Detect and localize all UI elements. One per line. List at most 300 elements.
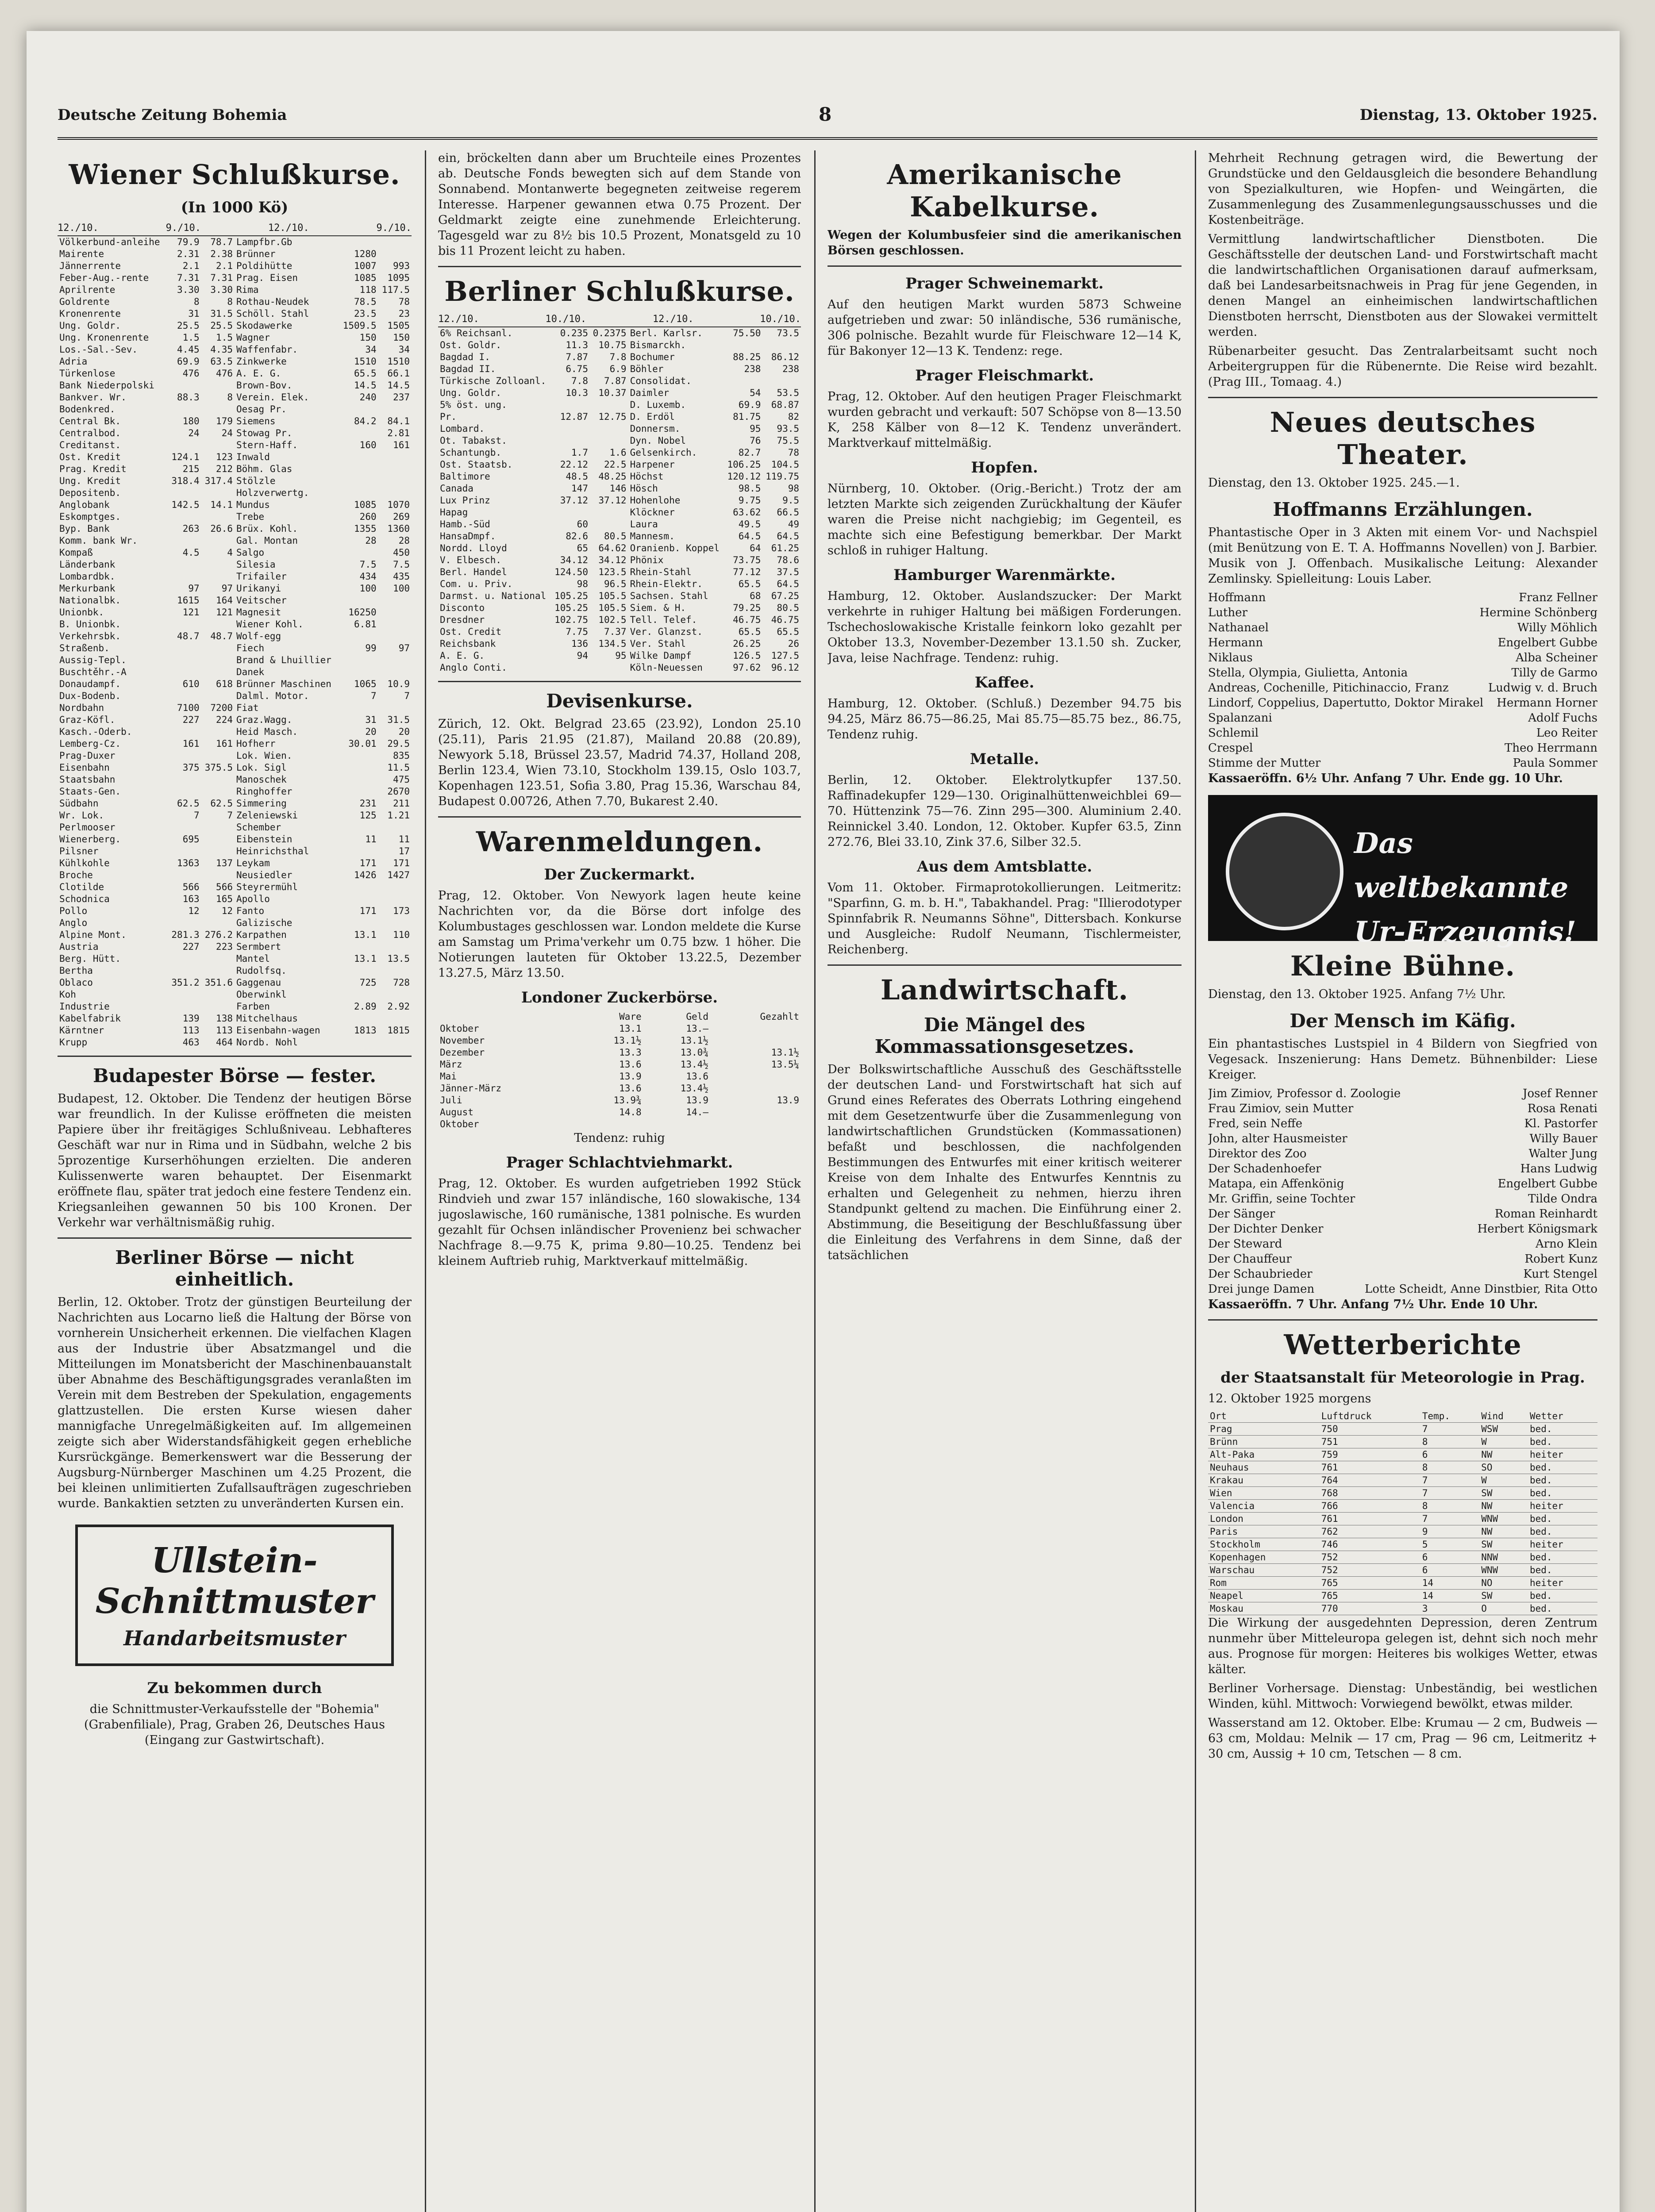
table-cell: 13.4½ — [680, 1083, 708, 1094]
table-cell: Farben — [236, 1001, 270, 1012]
table-cell: 73.75 — [733, 555, 761, 565]
table-cell — [201, 535, 235, 547]
table-cell: 765 — [1320, 1590, 1420, 1602]
table-cell: 63.62 — [733, 507, 761, 518]
table-cell — [710, 1035, 801, 1047]
table-cell: NW — [1479, 1448, 1528, 1461]
table-cell: 121 — [216, 607, 233, 618]
table-cell: 97.62 — [733, 662, 761, 673]
cast-entry — [1208, 1237, 1597, 1252]
table-cell: 37.12 — [560, 495, 588, 506]
table-cell: Sachsen. Stahl — [630, 591, 708, 601]
table-cell: Wind — [1479, 1410, 1528, 1423]
table-cell: 88.25 — [733, 352, 761, 362]
table-cell — [551, 423, 590, 435]
table-cell: Urikanyi — [236, 583, 281, 594]
table-cell: 49 — [788, 519, 799, 530]
table-row — [58, 905, 412, 917]
table-cell: Mundus — [236, 499, 270, 510]
table-row — [1208, 1551, 1597, 1564]
table-cell: 765 — [1320, 1577, 1420, 1590]
table-cell: Schodnica — [59, 894, 110, 904]
section-title: Berliner Schlußkurse. — [444, 275, 795, 307]
table-cell: 13.1½ — [613, 1035, 642, 1046]
table-header — [58, 221, 412, 236]
table-row — [58, 380, 412, 392]
table-cell — [201, 666, 235, 678]
table-row — [58, 798, 412, 810]
table-row — [1208, 1448, 1597, 1461]
table-cell: 1355 — [354, 523, 377, 534]
table-cell: 75.50 — [733, 328, 761, 338]
table-cell: 2.31 — [177, 249, 200, 259]
table-cell: 1615 — [177, 595, 200, 606]
table-cell: Unionbk. — [59, 607, 104, 618]
table-row — [438, 1083, 801, 1094]
table-cell: 7 — [404, 691, 410, 701]
table-cell: 179 — [216, 416, 233, 426]
cast-entry — [1208, 756, 1597, 771]
table-cell: Kabelfabrik — [59, 1013, 121, 1024]
table-cell: 23 — [398, 308, 410, 319]
table-cell: Valencia — [1208, 1500, 1320, 1513]
table-cell — [201, 487, 235, 499]
table-cell: Siem. & H. — [630, 603, 686, 613]
table-cell: 1085 — [354, 273, 377, 283]
table-cell: Schember — [236, 822, 281, 833]
cast-text: Drei junge Damen — [1208, 1283, 1315, 1296]
table-cell — [590, 399, 628, 411]
table-cell: 46.75 — [733, 614, 761, 625]
table-cell: 173 — [393, 906, 410, 916]
table-cell: Kompaß — [59, 547, 93, 558]
play-title: Der Mensch im Käfig. — [1289, 1010, 1516, 1032]
table-cell: HansaDmpf. — [440, 531, 496, 541]
table-cell — [378, 463, 412, 475]
table-cell — [378, 595, 412, 607]
table-cell: 5% öst. ung. — [440, 399, 507, 410]
cast-text: Robert Kunz — [1524, 1252, 1597, 1266]
table-cell: Eisenbahn-wagen — [236, 1025, 320, 1036]
table-row — [438, 483, 801, 495]
table-cell: NNW — [1479, 1551, 1528, 1564]
table-cell: 73.5 — [777, 328, 799, 338]
table-cell — [378, 236, 412, 248]
column-1 — [58, 150, 412, 2212]
table-row — [438, 638, 801, 650]
section-subtitle: Londoner Zuckerbörse. — [521, 989, 718, 1006]
table-cell: 1.5 — [216, 332, 233, 343]
table-cell: 762 — [1320, 1525, 1420, 1538]
table-cell: Brand & Lhuillier — [236, 655, 331, 665]
table-cell: Stowag Pr. — [236, 428, 293, 438]
table-cell — [201, 726, 235, 738]
cast-entry — [1208, 1267, 1597, 1282]
cast-text: Willy Möhlich — [1517, 621, 1597, 634]
table-cell: 124.50 — [554, 567, 588, 577]
table-cell: 231 — [359, 798, 377, 809]
table-row — [58, 941, 412, 953]
table-cell — [378, 917, 412, 929]
table-cell: 69.9 — [177, 356, 200, 367]
table-cell — [201, 618, 235, 630]
table-cell: 11 — [365, 834, 377, 845]
table-cell — [201, 965, 235, 977]
page-number: 8 — [819, 104, 832, 125]
table-row — [58, 392, 412, 403]
cast-entry — [1208, 620, 1597, 635]
table-cell: NW — [1479, 1525, 1528, 1538]
table-cell: bed. — [1528, 1423, 1597, 1436]
cast-text: Engelbert Gubbe — [1497, 636, 1597, 649]
table-cell — [378, 630, 412, 642]
table-cell: 3 — [1420, 1602, 1479, 1615]
table-row — [438, 578, 801, 590]
section-title: Devisenkurse. — [546, 690, 693, 712]
table-cell: Centralbod. — [59, 428, 121, 438]
table-cell: 8 — [1420, 1461, 1479, 1474]
table-row — [58, 332, 412, 344]
table-cell: 13.6 — [619, 1059, 642, 1070]
cast-entry — [1208, 741, 1597, 756]
table-cell: Höchst — [630, 471, 664, 482]
table-cell: 13.1½ — [771, 1047, 799, 1058]
table-cell: 123.5 — [598, 567, 627, 577]
table-cell: 160 — [359, 440, 377, 450]
cast-text: Fred, sein Neffe — [1208, 1117, 1303, 1130]
table-cell: Gezahlt — [760, 1011, 799, 1022]
table-cell: 224 — [216, 714, 233, 725]
table-cell: 1505 — [387, 320, 410, 331]
table-cell: V. Elbesch. — [440, 555, 502, 565]
table-cell: Gelsenkirch. — [630, 447, 697, 458]
table-cell: A. E. G. — [440, 650, 485, 661]
ad-line: Schnittmuster — [95, 1581, 374, 1621]
table-cell — [378, 618, 412, 630]
table-row — [438, 1035, 801, 1047]
table-cell: Staats-Gen. — [59, 786, 121, 797]
table-row — [438, 662, 801, 674]
table-row — [438, 614, 801, 626]
cast-entry — [1208, 650, 1597, 665]
table-cell: Stern-Haff. — [236, 440, 298, 450]
berliner-kurse-table — [438, 327, 801, 674]
table-cell: 86.12 — [771, 352, 799, 362]
table-cell: NO — [1479, 1577, 1528, 1590]
table-cell: 766 — [1320, 1500, 1420, 1513]
table-row — [58, 929, 412, 941]
table-row — [438, 375, 801, 387]
table-cell: Ver. Glanzst. — [630, 626, 703, 637]
table-row — [438, 1118, 801, 1130]
cast-entry — [1208, 695, 1597, 710]
table-cell: Jännerrente — [59, 261, 121, 271]
table-cell — [168, 654, 201, 666]
cast-text: Der Schadenhoefer — [1208, 1162, 1321, 1175]
table-cell: Berl. Handel — [440, 567, 507, 577]
table-cell: 13.6 — [686, 1071, 708, 1082]
table-cell: 8 — [1420, 1500, 1479, 1513]
table-cell — [378, 1037, 412, 1048]
article-text: Wegen der Kolumbusfeier sind die amerikanischen Börsen geschlossen. — [828, 228, 1182, 257]
table-cell: 318.4 — [171, 476, 200, 486]
ad-line: Handarbeitsmuster — [123, 1626, 346, 1650]
table-cell: Ung. Goldr. — [440, 388, 502, 398]
table-cell — [201, 1001, 235, 1013]
table-cell: Byp. Bank — [59, 523, 110, 534]
table-cell: 212 — [216, 464, 233, 474]
table-cell — [201, 571, 235, 583]
table-cell: bed. — [1528, 1551, 1597, 1564]
table-cell: Lombardbk. — [59, 571, 115, 582]
column-rule — [1195, 150, 1196, 2212]
table-cell: bed. — [1528, 1436, 1597, 1448]
table-cell — [378, 654, 412, 666]
cast-entry — [1208, 1191, 1597, 1206]
header-cell: 10./10. — [545, 314, 587, 325]
table-row — [58, 236, 412, 248]
table-cell: 100 — [393, 583, 410, 594]
table-cell: Kühlkohle — [59, 858, 110, 868]
cast-text: Frau Zimiov, sein Mutter — [1208, 1102, 1354, 1115]
article-text: Vom 11. Oktober. Firmaprotokollierungen. Leitmeritz: "Sparfinn, G. m. b. H.", Tabakhandel. Prag: "Illierodotyper Spinnfabrik R. Neumanns Söhne", Dittersbach. Konkurse und Ausgleiche: Rudolf Neumann, Tischlermeister, Reichenberg. — [828, 881, 1182, 956]
table-cell: Geld — [686, 1011, 708, 1022]
table-cell: 6.75 — [566, 364, 588, 374]
section-subtitle: Kaffee. — [974, 674, 1035, 691]
table-row — [58, 439, 412, 451]
cast-text: Matapa, ein Affenkönig — [1208, 1177, 1344, 1190]
table-cell: 1065 — [354, 679, 377, 689]
table-row — [438, 1094, 801, 1106]
cast-text: Der Sänger — [1208, 1207, 1275, 1221]
cast-text: Schlemil — [1208, 726, 1259, 740]
section-title: Neues deutsches Theater. — [1270, 406, 1536, 471]
table-cell: 76 — [750, 435, 761, 446]
table-cell: 761 — [1320, 1461, 1420, 1474]
table-cell — [378, 475, 412, 487]
header-cell: 12./10. — [58, 223, 99, 234]
table-row — [58, 953, 412, 965]
table-cell: 98 — [788, 483, 799, 494]
table-cell: Siemens — [236, 416, 276, 426]
weather-table — [1208, 1410, 1597, 1615]
table-cell: Galizische — [236, 918, 293, 928]
table-cell: Merkurbank — [59, 583, 115, 594]
table-row — [58, 977, 412, 989]
table-cell — [339, 750, 378, 762]
table-cell: Ost. Credit — [440, 626, 502, 637]
table-cell: Prag. Eisen — [236, 273, 298, 283]
table-cell: 8 — [227, 392, 233, 403]
table-cell — [168, 511, 201, 523]
table-cell: Karpathen — [236, 929, 287, 940]
table-cell — [201, 953, 235, 965]
table-cell: 66.5 — [777, 507, 799, 518]
table-cell — [201, 750, 235, 762]
table-cell — [168, 642, 201, 654]
cast-text: Andreas, Cochenille, Pitichinaccio, Franz — [1208, 681, 1449, 695]
table-cell: 1070 — [387, 499, 410, 510]
table-cell: 25.5 — [177, 320, 200, 331]
table-cell: Oblaco — [59, 977, 93, 988]
table-cell: Moskau — [1208, 1602, 1320, 1615]
table-row — [58, 654, 412, 666]
table-cell: 34.12 — [560, 555, 588, 565]
table-cell — [576, 1118, 643, 1130]
table-cell: 13.1 — [354, 929, 377, 940]
table-cell: Donnersm. — [630, 423, 681, 434]
table-cell: Pilsner — [59, 846, 99, 856]
header-cell: 10./10. — [760, 314, 801, 325]
table-cell — [168, 774, 201, 786]
cast-text: Niklaus — [1208, 651, 1253, 664]
table-cell — [168, 822, 201, 833]
table-row — [438, 507, 801, 518]
table-cell: 14.1 — [210, 499, 233, 510]
table-cell — [590, 507, 628, 518]
table-cell: NW — [1479, 1500, 1528, 1513]
table-cell: 64.5 — [777, 579, 799, 589]
table-cell — [339, 236, 378, 248]
table-cell — [339, 654, 378, 666]
table-cell: Juli — [440, 1095, 462, 1106]
table-cell: Anglo Conti. — [440, 662, 507, 673]
table-row — [58, 595, 412, 607]
cast-text: Der Dichter Denker — [1208, 1222, 1324, 1236]
table-row — [438, 650, 801, 662]
table-row — [58, 726, 412, 738]
table-cell: 475 — [393, 774, 410, 785]
table-cell: heiter — [1528, 1500, 1597, 1513]
table-cell: 566 — [182, 882, 200, 892]
table-cell: 476 — [216, 368, 233, 379]
table-cell: 1.5 — [182, 332, 200, 343]
table-cell: 13.9 — [619, 1071, 642, 1082]
table-cell: 96.5 — [604, 579, 627, 589]
table-cell: WNW — [1479, 1564, 1528, 1577]
table-cell — [168, 690, 201, 702]
table-cell — [339, 762, 378, 774]
table-row — [58, 320, 412, 332]
table-row — [438, 602, 801, 614]
table-row — [58, 427, 412, 439]
header-cell: 12./10. — [438, 314, 479, 325]
table-cell — [201, 989, 235, 1001]
table-cell: 14.8 — [619, 1107, 642, 1118]
cast-text: Engelbert Gubbe — [1497, 1177, 1597, 1190]
table-cell: bed. — [1528, 1461, 1597, 1474]
table-cell: 113 — [182, 1025, 200, 1036]
table-cell: Rothau-Neudek — [236, 296, 309, 307]
table-row — [438, 447, 801, 459]
table-cell — [378, 487, 412, 499]
table-cell: W — [1479, 1436, 1528, 1448]
table-cell: 610 — [182, 679, 200, 689]
table-row — [58, 738, 412, 750]
table-row — [1208, 1500, 1597, 1513]
table-cell: 1.7 — [571, 447, 588, 458]
table-row — [58, 523, 412, 535]
table-row — [438, 459, 801, 471]
column-3 — [828, 150, 1182, 2212]
table-cell: 98 — [577, 579, 588, 589]
table-row — [1208, 1590, 1597, 1602]
table-row — [58, 750, 412, 762]
table-cell — [378, 965, 412, 977]
table-cell: 68 — [750, 591, 761, 601]
newspaper-page — [27, 31, 1620, 2212]
table-cell: 22.12 — [560, 459, 588, 470]
table-cell: 260 — [359, 511, 377, 522]
table-row — [1208, 1436, 1597, 1448]
table-cell: Koh — [59, 989, 76, 1000]
table-cell: 13.6 — [619, 1083, 642, 1094]
table-cell: Oberwinkl — [236, 989, 287, 1000]
table-cell — [168, 487, 201, 499]
table-cell: 26.6 — [210, 523, 233, 534]
table-cell: Dresdner — [440, 614, 485, 625]
table-cell: Wien — [1208, 1487, 1320, 1500]
table-cell — [201, 654, 235, 666]
table-cell: 66.1 — [387, 368, 410, 379]
ad-availability: Zu bekommen durch — [147, 1679, 322, 1697]
table-cell: 7100 — [177, 703, 200, 713]
cast-text: Ludwig v. d. Bruch — [1488, 681, 1597, 695]
table-row — [438, 399, 801, 411]
table-cell: 618 — [216, 679, 233, 689]
table-cell: 78 — [788, 447, 799, 458]
article-text: Der Bolkswirtschaftliche Ausschuß des Geschäftsstelle der deutschen Land- und Forstwirtschaft hat sich auf Grund eines Referates des Oberrats Lothring eingehend mit dem Gesetzentwurfe über die Zusammenlegung von landwirtschaftlichen Grundstücken (Kommassationen) befaßt und beschlossen, die nachfolgenden Bestimmungen des Entwurfes mit einer kritisch weiterer Kreise von dem Inhalte des Entwurfes Kenntnis zu erhalten und Gelegenheit zu nehmen, hierzu ihren Standpunkt geltend zu machen. Die Einführung einer 2. Abstimmung, die Beseitigung der Beschlußfassung über die Einleitung des Verfahrens in dem Sinne, daß der tatsächlichen — [828, 1063, 1182, 1262]
cast-list — [1208, 590, 1597, 771]
cast-text: Luther — [1208, 606, 1248, 619]
table-cell: 13.9 — [777, 1095, 799, 1106]
table-cell: 88.3 — [177, 392, 200, 403]
table-row — [438, 554, 801, 566]
table-cell: Com. u. Priv. — [440, 579, 513, 589]
table-cell: 375 — [182, 762, 200, 773]
table-cell: 65.5 — [738, 626, 761, 637]
table-cell — [168, 953, 201, 965]
table-cell: 78.5 — [354, 296, 377, 307]
table-cell: 102.75 — [554, 614, 588, 625]
theater-date: Dienstag, den 13. Oktober 1925. 245.—1. — [1208, 476, 1460, 490]
table-cell: 64.62 — [598, 543, 627, 553]
table-cell — [168, 535, 201, 547]
table-cell — [643, 1118, 710, 1130]
table-cell — [339, 941, 378, 953]
table-cell: Feber-Aug.-rente — [59, 273, 149, 283]
table-cell — [710, 1118, 801, 1130]
table-cell: 10.3 — [566, 388, 588, 398]
table-cell: 464 — [216, 1037, 233, 1048]
cast-entry — [1208, 1221, 1597, 1237]
table-cell: Verkehrsbk. — [59, 631, 121, 641]
table-cell: Eibenstein — [236, 834, 293, 845]
table-cell: 263 — [182, 523, 200, 534]
table-cell — [551, 507, 590, 518]
table-cell: Brünner — [236, 249, 276, 259]
table-cell: 97 — [221, 583, 233, 594]
table-cell: 78.6 — [777, 555, 799, 565]
table-cell: 22.5 — [604, 459, 627, 470]
table-cell — [201, 774, 235, 786]
table-cell: 6% Reichsanl. — [440, 328, 513, 338]
table-cell: 1509.5 — [343, 320, 377, 331]
table-cell: 746 — [1320, 1538, 1420, 1551]
table-row — [58, 547, 412, 559]
table-cell: 79.9 — [177, 237, 200, 247]
table-row — [438, 566, 801, 578]
